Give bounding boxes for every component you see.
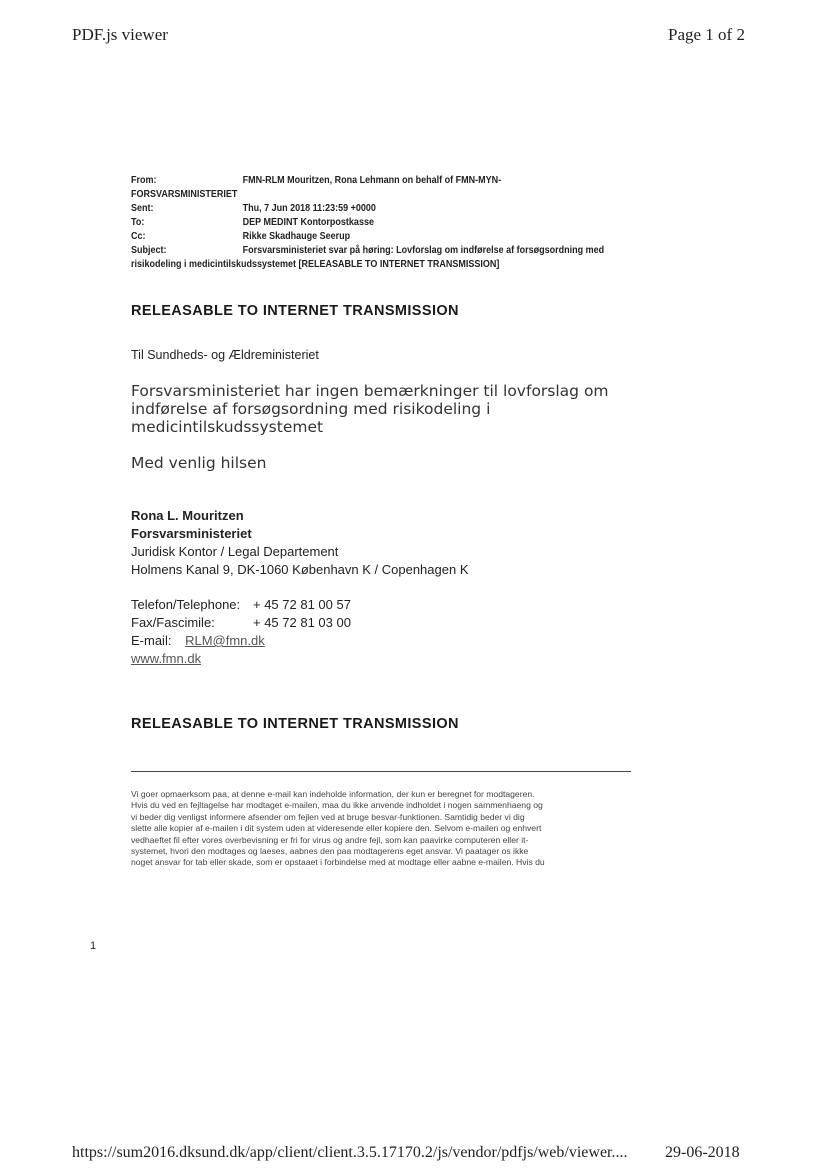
to-value: DEP MEDINT Kontorpostkasse [242, 217, 374, 228]
fax-row [131, 614, 351, 632]
releasable-banner-top: RELEASABLE TO INTERNET TRANSMISSION [131, 303, 459, 319]
greeting: Med venlig hilsen [131, 454, 267, 472]
signature-name: Rona L. Mouritzen [131, 508, 244, 523]
footer-url: https://sum2016.dksund.dk/app/client/client.3.5.17170.2/js/vendor/pdfjs/web/viewer.... [72, 1144, 628, 1161]
cc-row [131, 230, 590, 244]
subject-label: Subject: [131, 245, 167, 256]
disclaimer-line: systemet, hvori den modtages og laeses, aabnes den paa modtagerens eget ansvar. Vi paatager os ikke [131, 846, 529, 857]
disclaimer-line: noget ansvar for tab eller skade, som er opstaaet i forbindelse med at modtage eller aabne e-mailen. Hvis du [131, 857, 545, 868]
cc-value: Rikke Skadhauge Seerup [242, 231, 351, 242]
signature-address: Holmens Kanal 9, DK-1060 København K / Copenhagen K [131, 562, 469, 577]
sent-label: Sent: [131, 203, 154, 214]
from-row [131, 174, 590, 188]
phone-label: Telefon/Telephone: [131, 597, 241, 612]
website-link[interactable]: www.fmn.dk [131, 651, 202, 666]
signature-block [131, 507, 469, 579]
fax-label: Fax/Fascimile: [131, 615, 215, 630]
cc-label: Cc: [131, 231, 146, 242]
to-label: To: [131, 217, 145, 228]
footer-date: 29-06-2018 [665, 1144, 740, 1161]
email-header [131, 174, 605, 272]
sent-value: Thu, 7 Jun 2018 11:23:59 +0000 [242, 203, 376, 214]
subject-continuation: risikodeling i medicintilskudssystemet [RELEASABLE TO INTERNET TRANSMISSION] [131, 259, 500, 270]
message-line: medicintilskudssystemet [131, 418, 324, 436]
email-label: E-mail: [131, 633, 172, 648]
disclaimer-line: vedhaeftet fil efter vores overbevisning er fri for virus og andre fejl, som kan paavirke computeren eller it- [131, 834, 529, 845]
website-row [131, 650, 265, 668]
page-number: 1 [90, 940, 97, 952]
disclaimer-line: vi beder dig venligst informere afsender om fejlen ved at bruge besvar-funktionen. Samtidig beder vi dig [131, 811, 525, 822]
contact-block [131, 596, 351, 668]
signature-org: Forsvarsministeriet [131, 526, 252, 541]
disclaimer-line: Hvis du ved en fejltagelse har modtaget e-mailen, maa du ikke anvende indholdet i nogen sammenhaeng og [131, 800, 543, 811]
subject-row [131, 244, 605, 258]
divider [131, 771, 631, 772]
releasable-banner-bottom: RELEASABLE TO INTERNET TRANSMISSION [131, 716, 459, 732]
recipient-line: Til Sundheds- og Ældreministeriet [131, 348, 319, 362]
disclaimer-line: slette alle kopier af e-mailen i dit system uden at videresende eller kopiere den. Selvom e-mailen og enhvert [131, 823, 542, 834]
phone-row [131, 596, 351, 614]
from-continuation: FORSVARSMINISTERIET [131, 189, 238, 200]
disclaimer [131, 789, 631, 869]
email-row [131, 632, 265, 650]
phone-value: + 45 72 81 00 57 [253, 597, 351, 612]
to-row [131, 216, 590, 230]
from-value: FMN-RLM Mouritzen, Rona Lehmann on behalf of FMN-MYN- [242, 175, 502, 186]
from-label: From: [131, 175, 157, 186]
message-line: indførelse af forsøgsordning med risikodeling i [131, 400, 491, 418]
disclaimer-line: Vi goer opmaerksom paa, at denne e-mail kan indeholde information, der kun er beregnet for modtageren. [131, 789, 535, 799]
message-line: Forsvarsministeriet har ingen bemærkninger til lovforslag om [131, 382, 609, 400]
email-link[interactable]: RLM@fmn.dk [185, 633, 265, 648]
signature-dept: Juridisk Kontor / Legal Departement [131, 544, 339, 559]
sent-row [131, 202, 590, 216]
message-body [131, 382, 611, 436]
page-indicator: Page 1 of 2 [668, 25, 745, 44]
subject-value: Forsvarsministeriet svar på høring: Lovforslag om indførelse af forsøgsordning med [242, 245, 605, 256]
viewer-title: PDF.js viewer [72, 25, 168, 44]
fax-value: + 45 72 81 03 00 [253, 615, 351, 630]
